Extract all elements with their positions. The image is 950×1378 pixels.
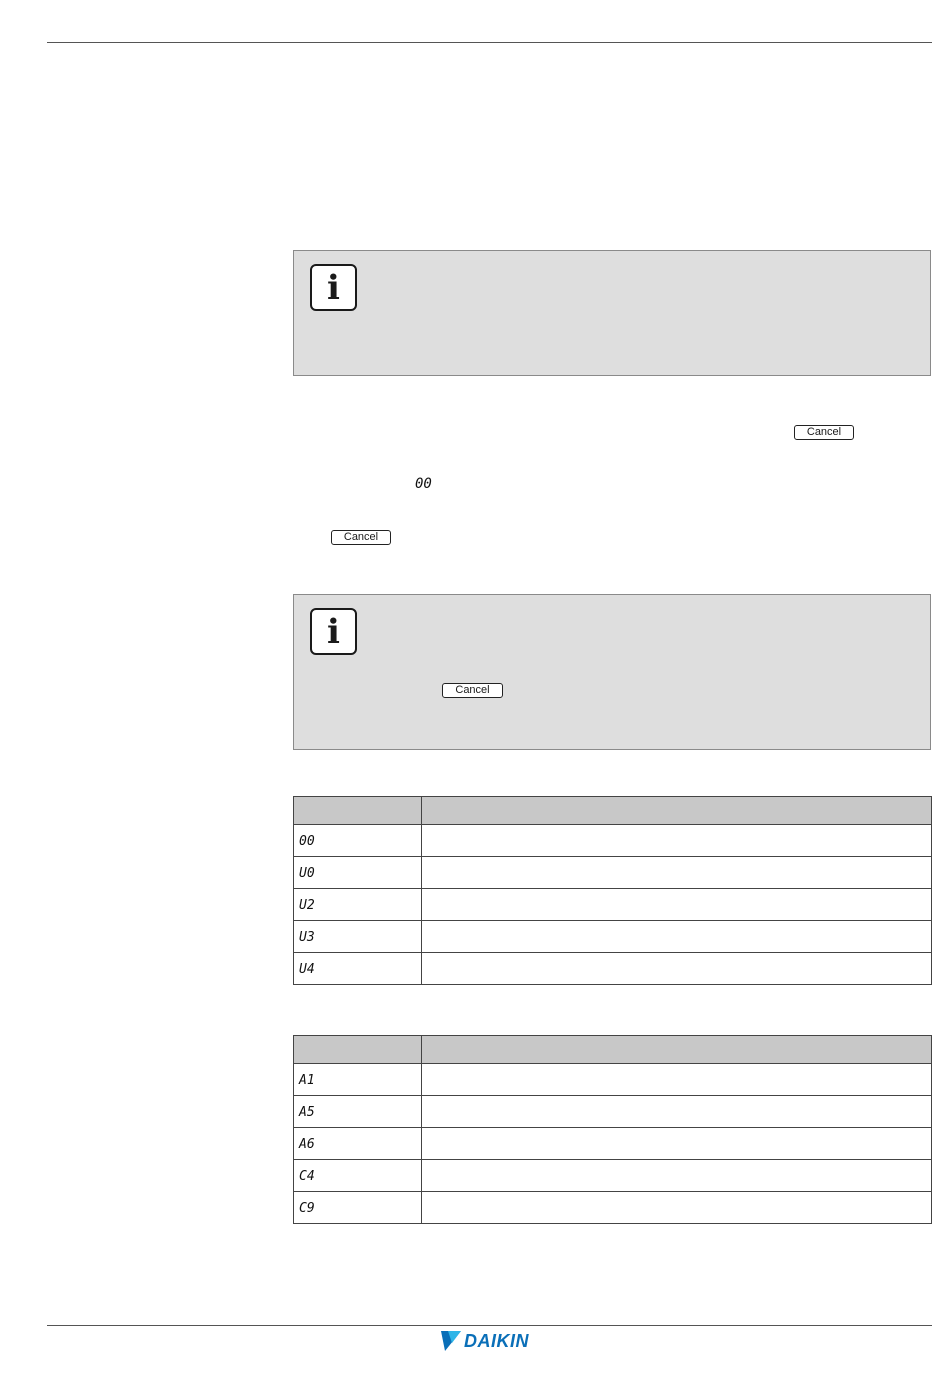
error-code: C4 [299,1168,315,1184]
table-row [294,1064,932,1096]
table-row [294,857,932,889]
error-code: A1 [299,1072,315,1088]
error-code: A6 [299,1136,315,1152]
footer-rule [47,1325,932,1326]
table-header [294,1036,932,1064]
table-row [294,889,932,921]
table-row [294,1096,932,1128]
error-code: U2 [299,897,315,913]
cancel-button[interactable]: Cancel [794,425,854,440]
display-code: 00 [415,476,432,492]
info-note-2 [293,594,931,750]
error-code: U3 [299,929,315,945]
error-code: U0 [299,865,315,881]
header-rule [47,42,932,43]
info-icon: i [310,608,357,655]
table-row [294,1192,932,1224]
error-code: A5 [299,1104,315,1120]
error-code: 00 [299,833,315,849]
error-code: U4 [299,961,315,977]
info-icon: i [310,264,357,311]
table-row [294,953,932,985]
info-note-1 [293,250,931,376]
daikin-logo-icon [441,1331,461,1351]
table-row [294,825,932,857]
daikin-logo [441,1330,529,1352]
cancel-button[interactable]: Cancel [442,683,503,698]
error-code: C9 [299,1200,315,1216]
code-table-1 [293,796,932,985]
cancel-button[interactable]: Cancel [331,530,391,545]
daikin-logo-text: DAIKIN [464,1330,529,1351]
table-row [294,921,932,953]
table-row [294,1160,932,1192]
code-table-2 [293,1035,932,1224]
table-row [294,1128,932,1160]
table-header [294,797,932,825]
